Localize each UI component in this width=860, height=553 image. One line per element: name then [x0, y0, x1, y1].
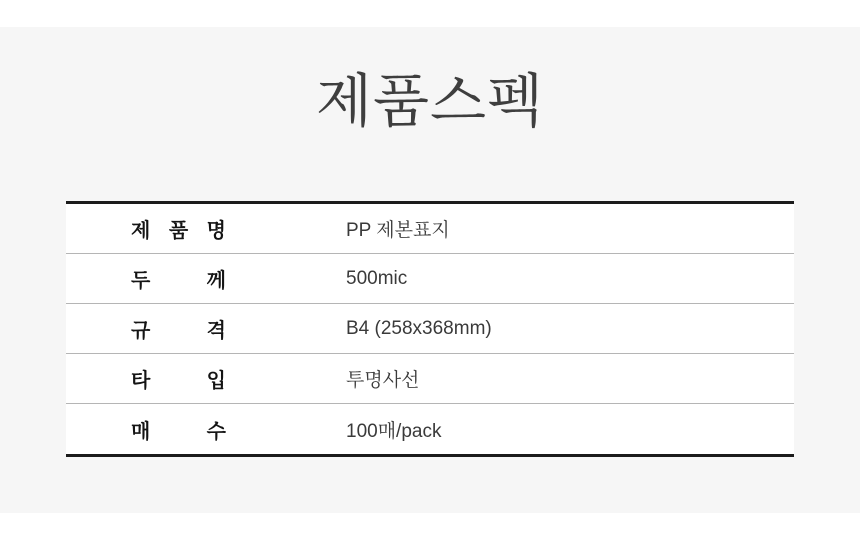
row-value: 100매/pack — [346, 420, 442, 442]
row-label-cell — [66, 415, 346, 444]
product-spec-table — [66, 201, 794, 457]
row-label: 두 께 — [131, 270, 226, 292]
table-row-type — [66, 354, 794, 404]
row-value: PP 제본표지 — [346, 220, 450, 241]
row-label-cell — [66, 214, 346, 243]
row-label-cell — [66, 314, 346, 343]
table-row-product-name — [66, 204, 794, 254]
row-value: 500mic — [346, 267, 408, 289]
row-label: 규 격 — [131, 320, 226, 342]
row-label: 제 품 명 — [131, 220, 226, 242]
row-value: B4 (258x368mm) — [346, 317, 492, 339]
row-label: 매 수 — [131, 420, 226, 443]
row-label-cell — [66, 264, 346, 293]
row-label: 타 입 — [131, 370, 226, 392]
content-band — [0, 27, 860, 513]
table-row-size — [66, 304, 794, 354]
page-title: 제품스펙 — [315, 69, 545, 134]
row-value: 투명사선 — [346, 370, 420, 391]
row-label-cell — [66, 364, 346, 393]
table-row-thickness — [66, 254, 794, 304]
table-row-sheet-count — [66, 404, 794, 454]
